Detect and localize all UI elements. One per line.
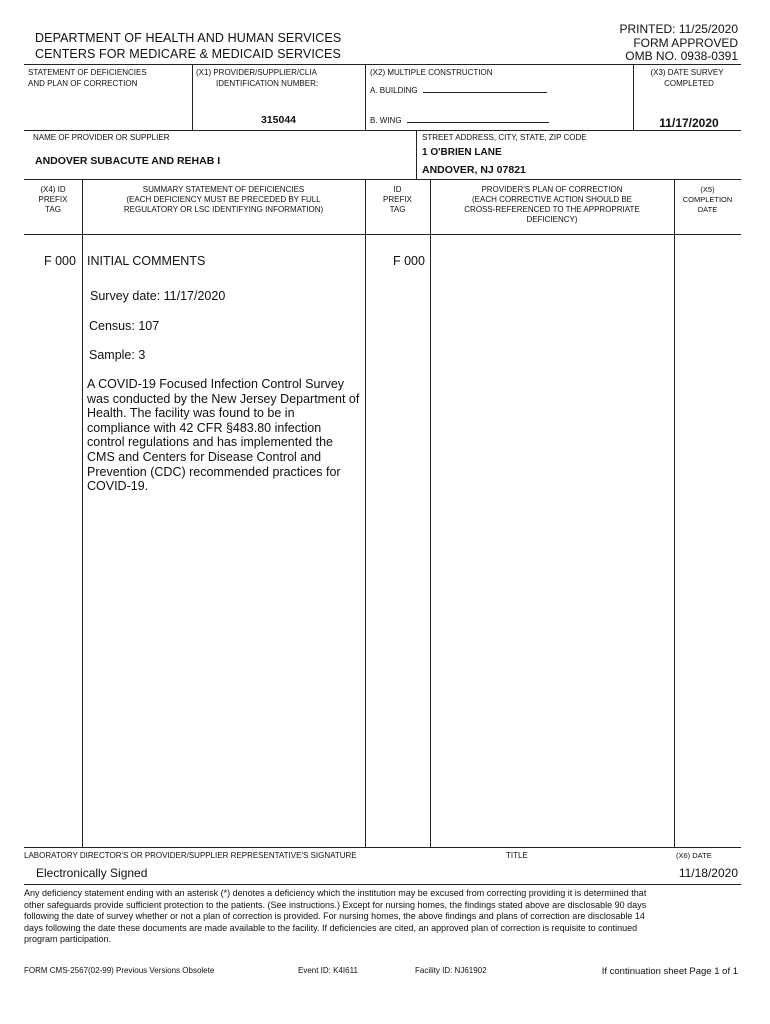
address-label: STREET ADDRESS, CITY, STATE, ZIP CODE	[422, 133, 587, 142]
id-header-2: PREFIX	[383, 195, 412, 204]
signature-value: Electronically Signed	[36, 866, 148, 880]
disclaimer-line: days following the date these documents are made available to the facility. If deficiencies are cited, an approved plan of correction is requisite to continued	[24, 922, 638, 933]
x5-header-2: COMPLETION	[682, 195, 733, 204]
x4-header	[24, 185, 82, 215]
footer-form: FORM CMS-2567(02-99) Previous Versions Obsolete	[24, 966, 215, 975]
entry-right-prefix: F 000	[393, 254, 425, 268]
wing-label	[370, 114, 549, 126]
rule-mid-2	[24, 179, 741, 180]
disclaimer-line: following the date of survey whether or not a plan of correction is provided. For nursing homes, the above findings and plans of correction are disclosable 14	[24, 911, 645, 921]
id-header	[365, 185, 430, 215]
rule-columns-header-bottom	[24, 234, 741, 235]
summary-header-2: (EACH DEFICIENCY MUST BE PRECEDED BY FULL	[126, 195, 321, 204]
paragraph-line: Prevention (CDC) recommended practices for	[87, 464, 341, 479]
x1-label-2: IDENTIFICATION NUMBER:	[216, 79, 319, 88]
plan-header-3: CROSS-REFERENCED TO THE APPROPRIATE	[464, 205, 640, 214]
plan-header-4: DEFICIENCY)	[526, 215, 578, 224]
x3-date-completed: 11/17/2020	[659, 116, 719, 130]
footer-continuation: If continuation sheet Page 1 of 1	[601, 966, 738, 977]
disclaimer	[24, 888, 744, 946]
building-blank	[423, 84, 547, 93]
rule-signature-bottom	[24, 884, 741, 885]
entry-prefix: F 000	[44, 254, 76, 268]
x4-header-1: (X4) ID	[40, 185, 66, 194]
x4-header-3: TAG	[45, 205, 61, 214]
address-line-2: ANDOVER, NJ 07821	[422, 164, 526, 176]
signature-date: 11/18/2020	[678, 866, 738, 880]
provider-name: ANDOVER SUBACUTE AND REHAB I	[35, 155, 221, 167]
rule-vert-address	[416, 130, 417, 180]
statement-label-2: AND PLAN OF CORRECTION	[28, 79, 138, 88]
footer-facility-id: Facility ID: NJ61902	[415, 966, 487, 975]
x6-date-label: (X6) DATE	[676, 851, 712, 860]
id-header-1: ID	[393, 185, 402, 194]
disclaimer-line: Any deficiency statement ending with an asterisk (*) denotes a deficiency which the institution may be excused from correcting providing it is determined that	[24, 888, 647, 898]
paragraph-line: COVID-19.	[87, 479, 149, 494]
disclaimer-line: program participation.	[24, 934, 112, 944]
x3-label-2: COMPLETED	[664, 79, 714, 88]
rule-vert-x2	[365, 64, 366, 131]
rule-col-3	[430, 179, 431, 847]
entry-heading: INITIAL COMMENTS	[87, 254, 206, 268]
wing-label-text: B. WING	[370, 116, 402, 125]
plan-header-1: PROVIDER'S PLAN OF CORRECTION	[481, 185, 623, 194]
building-label-text: A. BUILDING	[370, 86, 418, 95]
census: Census: 107	[89, 319, 160, 333]
x4-header-2: PREFIX	[38, 195, 68, 204]
survey-paragraph	[87, 377, 365, 494]
x5-header-1: (X5)	[700, 185, 715, 194]
plan-header-2: (EACH CORRECTIVE ACTION SHOULD BE	[471, 195, 633, 204]
summary-header	[82, 185, 365, 215]
disclaimer-line: other safeguards provide sufficient protection to the patients. (See instructions.) Except for nursing homes, the findings stated above are disclosable 90 days	[24, 899, 647, 910]
signature-label: LABORATORY DIRECTOR'S OR PROVIDER/SUPPLIER REPRESENTATIVE'S SIGNATURE	[24, 851, 357, 860]
rule-col-1	[82, 179, 83, 847]
x1-label-1: (X1) PROVIDER/SUPPLIER/CLIA	[196, 68, 317, 77]
title-label: TITLE	[506, 851, 528, 860]
department-line-2: CENTERS FOR MEDICARE & MEDICAID SERVICES	[35, 47, 341, 61]
paragraph-line: was conducted by the New Jersey Department of	[87, 391, 360, 406]
rule-col-2	[365, 179, 366, 847]
department-line-1: DEPARTMENT OF HEALTH AND HUMAN SERVICES	[35, 31, 342, 45]
omb-number: OMB NO. 0938-0391	[625, 49, 738, 63]
summary-header-1: SUMMARY STATEMENT OF DEFICIENCIES	[142, 185, 305, 194]
sample: Sample: 3	[89, 348, 146, 362]
survey-date: Survey date: 11/17/2020	[90, 289, 226, 303]
statement-label-1: STATEMENT OF DEFICIENCIES	[28, 68, 147, 77]
rule-col-4	[674, 179, 675, 847]
x5-header-3: DATE	[697, 205, 718, 214]
summary-header-3: REGULATORY OR LSC IDENTIFYING INFORMATION)	[123, 205, 324, 214]
building-label	[370, 84, 547, 96]
x5-header	[674, 185, 741, 215]
paragraph-line: A COVID-19 Focused Infection Control Survey	[87, 377, 345, 391]
provider-name-label: NAME OF PROVIDER OR SUPPLIER	[33, 133, 170, 142]
x2-label: (X2) MULTIPLE CONSTRUCTION	[370, 68, 493, 77]
id-header-3: TAG	[389, 205, 406, 214]
paragraph-line: compliance with 42 CFR §483.80 infection	[87, 420, 322, 435]
plan-header	[430, 185, 674, 225]
paragraph-line: CMS and Centers for Disease Control and	[87, 449, 322, 464]
wing-blank	[407, 114, 549, 123]
address-line-1: 1 O'BRIEN LANE	[422, 147, 502, 158]
footer-event-id: Event ID: K4I611	[298, 966, 358, 975]
paragraph-line: Health. The facility was found to be in	[87, 406, 295, 421]
rule-signature-top	[24, 847, 741, 848]
form-approved: FORM APPROVED	[633, 36, 738, 50]
x1-provider-id: 315044	[260, 114, 297, 126]
x3-label-1: (X3) DATE SURVEY	[650, 68, 724, 77]
paragraph-line: control regulations and has implemented the	[87, 435, 333, 450]
printed-date: PRINTED: 11/25/2020	[619, 22, 738, 36]
